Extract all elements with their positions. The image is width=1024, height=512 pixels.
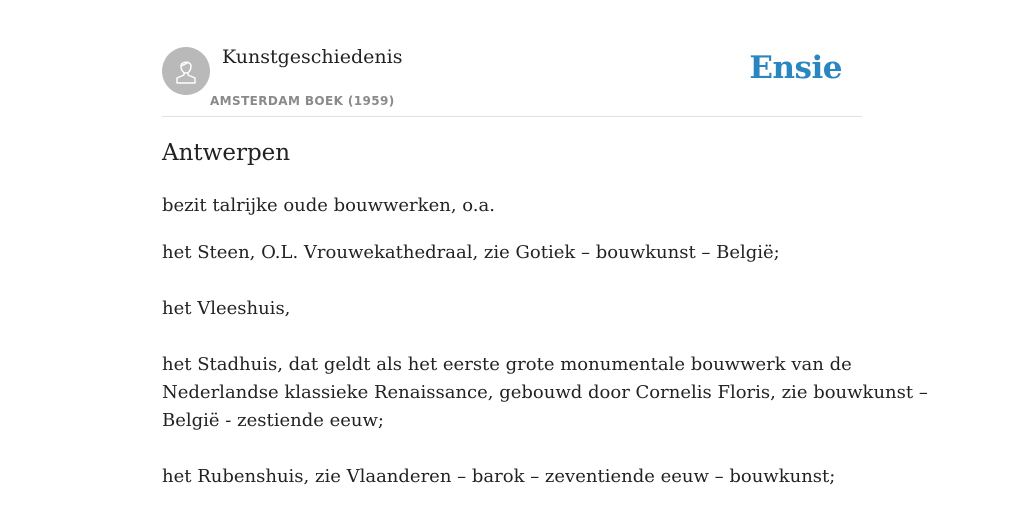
article-paragraph: bezit talrijke oude bouwwerken, o.a. [162, 195, 495, 216]
ensie-logo[interactable]: Ensie [749, 50, 842, 86]
paragraph-line: België - zestiende eeuw; [162, 410, 384, 431]
page [162, 0, 928, 487]
book-title[interactable]: Kunstgeschiedenis [222, 46, 403, 68]
paragraph-line: Nederlandse klassieke Renaissance, gebouwd door Cornelis Floris, zie bouwkunst – [162, 382, 928, 403]
article-paragraph: het Rubenshuis, zie Vlaanderen – barok – zeventiende eeuw – bouwkunst; [162, 466, 836, 487]
avatar[interactable] [162, 47, 210, 95]
article-paragraph-stadhuis [162, 351, 928, 435]
article-title: Antwerpen [162, 140, 291, 166]
article-paragraph: het Steen, O.L. Vrouwekathedraal, zie Gotiek – bouwkunst – België; [162, 242, 780, 263]
header [162, 0, 862, 117]
user-silhouette-icon [171, 56, 201, 86]
book-source: AMSTERDAM BOEK (1959) [210, 94, 395, 108]
article-paragraph: het Vleeshuis, [162, 298, 291, 319]
paragraph-line: het Stadhuis, dat geldt als het eerste grote monumentale bouwwerk van de [162, 354, 852, 375]
